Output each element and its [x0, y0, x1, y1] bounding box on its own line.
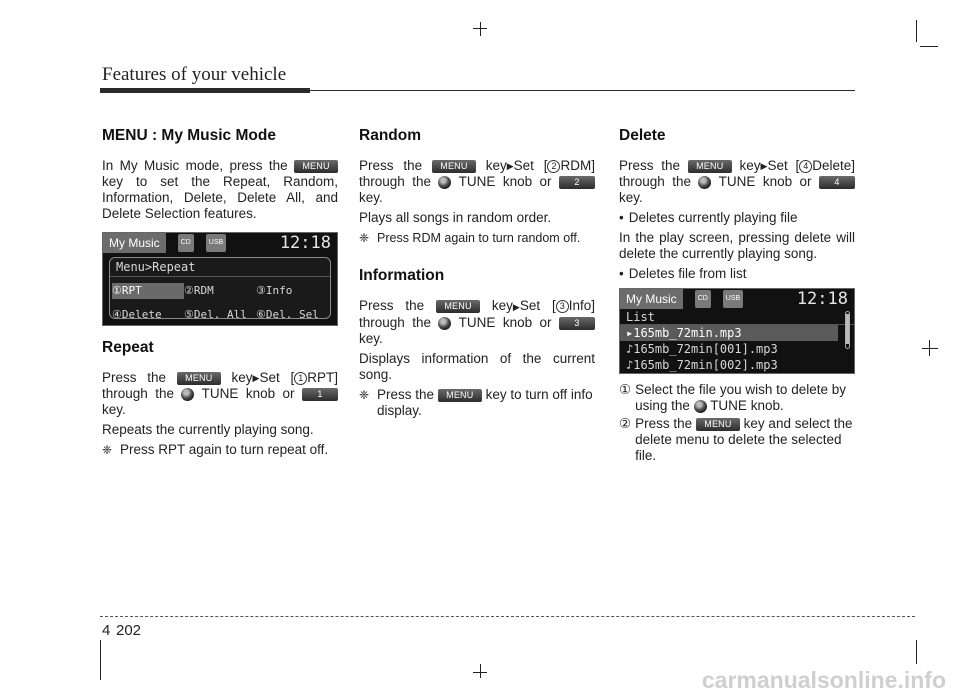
usb-badge: USB — [206, 234, 226, 252]
page-number: 202 — [116, 622, 142, 639]
delete-steps — [619, 382, 855, 464]
crop-mark — [473, 28, 487, 29]
lcd-menu-screen — [102, 232, 338, 326]
repeat-description: Repeats the currently playing song. — [102, 422, 314, 438]
section-heading-my-music: MENU : My Music Mode — [102, 127, 276, 144]
arrow-right-icon: ▶ — [512, 301, 520, 312]
column-my-music — [102, 124, 338, 458]
menu-key-icon: MENU — [438, 389, 482, 402]
number-4-icon: 4 — [799, 160, 812, 173]
delete-description: In the play screen, pressing delete will delete the currently playing song. — [619, 230, 855, 262]
lcd-menu-panel — [109, 257, 331, 319]
header-bar — [100, 88, 310, 93]
number-3-icon: 3 — [556, 300, 569, 313]
column-random-info — [359, 124, 595, 419]
section-number: 4 — [102, 622, 111, 639]
bullet-item: • Deletes currently playing file — [619, 210, 798, 226]
lcd-list-screen — [619, 288, 855, 374]
header-rule — [310, 90, 855, 91]
repeat-note: ❈ Press RPT again to turn repeat off. — [102, 442, 329, 458]
crop-mark — [100, 640, 101, 680]
intro-paragraph: In My Music mode, press the MENU key to set the Repeat, Random, Information, Delete, Delete All, and Delete Selection features. — [102, 158, 338, 221]
info-key-icon: 3 — [559, 317, 595, 330]
footer-rule — [100, 616, 915, 617]
lcd-title: My Music — [620, 289, 683, 309]
menu-option-rdm: ②RDM — [184, 284, 214, 297]
info-note: ❈ Press the MENU key to turn off info display. — [359, 386, 593, 418]
usb-badge: USB — [723, 290, 743, 308]
random-note: ❈ Press RDM again to turn random off. — [359, 231, 581, 246]
delete-key-icon: 4 — [819, 176, 855, 189]
note-icon: ❈ — [102, 443, 113, 458]
tune-knob-icon — [181, 388, 194, 401]
crop-mark — [916, 640, 917, 664]
cd-badge: CD — [695, 290, 711, 308]
arrow-right-icon: ▶ — [760, 161, 768, 172]
lcd-scrollbar — [845, 311, 850, 349]
menu-key-icon: MENU — [688, 160, 732, 173]
crop-mark — [480, 664, 481, 678]
repeat-instructions: Press the MENU key▶Set [ 1 RPT] through the TUNE knob or 1 RPT key. — [102, 370, 338, 418]
section-heading-random: Random — [359, 127, 421, 144]
menu-option-info: ③Info — [256, 284, 293, 297]
arrow-right-icon: ▶ — [252, 373, 260, 384]
lcd-menu-head: Menu>Repeat — [110, 258, 330, 277]
tune-knob-icon — [438, 176, 451, 189]
crop-mark — [480, 22, 481, 36]
lcd-list-head: List — [620, 309, 854, 325]
bullet-item: • Deletes file from list — [619, 266, 747, 282]
list-item: ♪165mb_72min[001].mp3 — [626, 342, 778, 357]
menu-key-icon: MENU — [696, 418, 740, 431]
cd-badge: CD — [178, 234, 194, 252]
lcd-title: My Music — [103, 233, 166, 253]
step-1: ① Select the file you wish to delete by using the TUNE knob. — [619, 382, 846, 414]
note-icon: ❈ — [359, 231, 370, 246]
rpt-key-icon: 1 RPT — [302, 388, 338, 401]
section-heading-information: Information — [359, 267, 445, 285]
menu-key-icon: MENU — [436, 300, 480, 313]
section-heading-delete: Delete — [619, 127, 666, 144]
random-description: Plays all songs in random order. — [359, 210, 552, 226]
menu-option-del-sel: ⑥Del. Sel — [256, 308, 319, 321]
step-2: ② Press the MENU key and select the delete menu to delete the selected file. — [619, 416, 853, 464]
crop-mark — [473, 672, 487, 673]
menu-key-icon: MENU — [432, 160, 476, 173]
watermark: carmanualsonline.info — [701, 667, 946, 693]
list-item: ♪165mb_72min[002].mp3 — [626, 358, 778, 373]
crop-mark — [916, 20, 917, 42]
arrow-right-icon: ▶ — [506, 161, 514, 172]
crop-mark — [920, 46, 938, 47]
menu-option-del-all: ⑤Del. All — [184, 308, 247, 321]
menu-key-icon: MENU — [294, 160, 338, 173]
number-2-icon: 2 — [547, 160, 560, 173]
random-instructions: Press the MENU key▶Set [ 2 RDM] through the TUNE knob or 2 RDM key. — [359, 158, 595, 206]
lcd-clock: 12:18 — [796, 289, 848, 310]
section-heading-repeat: Repeat — [102, 339, 154, 356]
menu-option-delete: ④Delete — [112, 308, 162, 321]
info-instructions: Press the MENU key▶Set [ 3 Info] through the TUNE knob or 3 key. — [359, 298, 595, 346]
lcd-clock: 12:18 — [279, 233, 331, 253]
rdm-key-icon: 2 RDM — [559, 176, 595, 189]
number-1-icon: 1 — [294, 372, 307, 385]
page-header-title: Features of your vehicle — [102, 64, 287, 85]
delete-instructions: Press the MENU key▶Set [ 4 Delete] through the TUNE knob or 4 key. — [619, 158, 855, 206]
tune-knob-icon — [438, 317, 451, 330]
info-description: Displays information of the current song. — [359, 350, 595, 382]
menu-option-rpt: ①RPT — [112, 283, 184, 299]
tune-knob-icon — [694, 400, 707, 413]
column-delete — [619, 124, 855, 466]
note-icon: ❈ — [359, 387, 370, 402]
menu-key-icon: MENU — [177, 372, 221, 385]
crop-mark — [922, 348, 938, 349]
list-item: ▸165mb_72min.mp3 — [620, 325, 838, 341]
tune-knob-icon — [698, 176, 711, 189]
